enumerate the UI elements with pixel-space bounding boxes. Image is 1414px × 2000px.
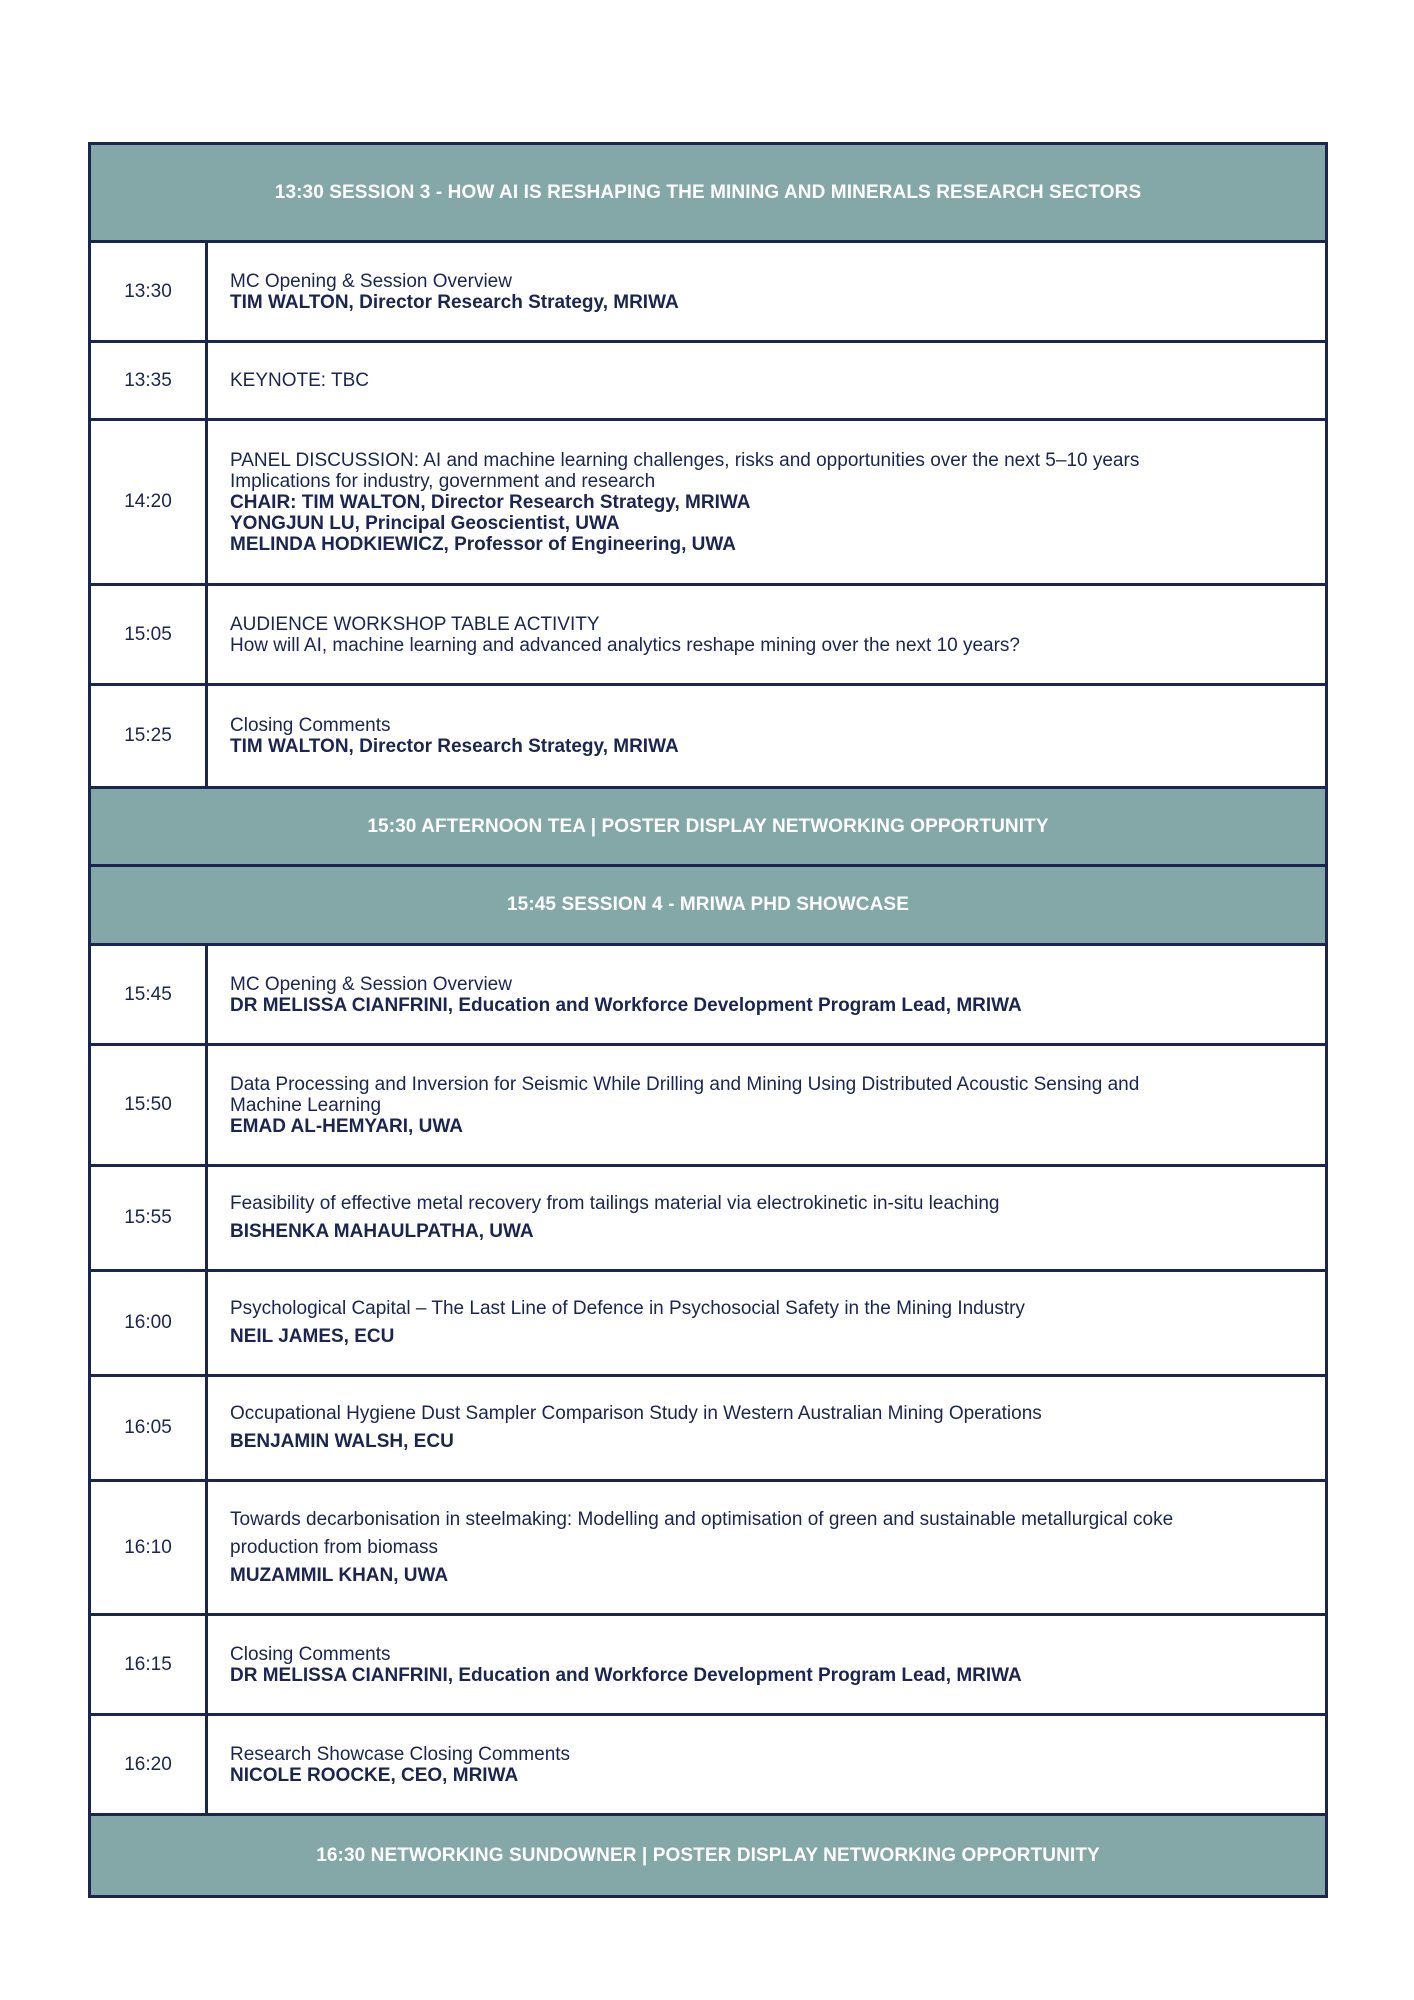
time-cell: 13:35 <box>91 343 208 418</box>
agenda-row <box>91 1046 1325 1167</box>
time-cell: 16:05 <box>91 1377 208 1479</box>
content-cell <box>208 1272 1325 1374</box>
description-line: KEYNOTE: TBC <box>230 370 370 391</box>
content-cell <box>208 1616 1325 1713</box>
speaker-line: MUZAMMIL KHAN, UWA <box>230 1564 449 1586</box>
time-cell: 16:15 <box>91 1616 208 1713</box>
time-cell: 16:00 <box>91 1272 208 1374</box>
speaker-line: DR MELISSA CIANFRINI, Education and Workforce Development Program Lead, MRIWA <box>230 994 1022 1016</box>
speaker-line: DR MELISSA CIANFRINI, Education and Workforce Development Program Lead, MRIWA <box>230 1664 1022 1686</box>
agenda-row <box>91 586 1325 686</box>
speaker-line: TIM WALTON, Director Research Strategy, MRIWA <box>230 736 679 757</box>
time-cell: 15:50 <box>91 1046 208 1164</box>
description-line: PANEL DISCUSSION: AI and machine learning challenges, risks and opportunities over the next 5–10 years <box>230 449 1140 471</box>
time-cell: 16:10 <box>91 1482 208 1613</box>
speaker-line: EMAD AL-HEMYARI, UWA <box>230 1115 463 1137</box>
agenda-row <box>91 421 1325 586</box>
session-header: 15:30 AFTERNOON TEA | POSTER DISPLAY NETWORKING OPPORTUNITY <box>91 789 1325 867</box>
description-line: MC Opening & Session Overview <box>230 270 512 292</box>
speaker-line: CHAIR: TIM WALTON, Director Research Strategy, MRIWA <box>230 491 751 513</box>
agenda-row <box>91 946 1325 1046</box>
description-line: Psychological Capital – The Last Line of Defence in Psychosocial Safety in the Mining Industry <box>230 1298 1025 1319</box>
speaker-line: NEIL JAMES, ECU <box>230 1326 395 1347</box>
agenda-row <box>91 1616 1325 1716</box>
agenda-row <box>91 1167 1325 1272</box>
content-cell <box>208 343 1325 418</box>
speaker-line: TIM WALTON, Director Research Strategy, MRIWA <box>230 291 679 313</box>
agenda-row <box>91 343 1325 421</box>
session-header: 13:30 SESSION 3 - HOW AI IS RESHAPING THE MINING AND MINERALS RESEARCH SECTORS <box>91 145 1325 243</box>
agenda-row <box>91 1716 1325 1816</box>
session-header: 16:30 NETWORKING SUNDOWNER | POSTER DISPLAY NETWORKING OPPORTUNITY <box>91 1816 1325 1895</box>
content-cell <box>208 686 1325 786</box>
agenda-row <box>91 1482 1325 1616</box>
time-cell: 15:25 <box>91 686 208 786</box>
content-cell <box>208 1716 1325 1813</box>
description-line: Feasibility of effective metal recovery from tailings material via electrokinetic in-situ leaching <box>230 1193 1000 1214</box>
time-cell: 15:55 <box>91 1167 208 1269</box>
description-line: How will AI, machine learning and advanced analytics reshape mining over the next 10 years? <box>230 634 1021 656</box>
description-line: Closing Comments <box>230 715 391 736</box>
description-line: Machine Learning <box>230 1094 382 1116</box>
content-cell <box>208 1046 1325 1164</box>
description-line: MC Opening & Session Overview <box>230 973 512 995</box>
description-line: Implications for industry, government and research <box>230 470 656 492</box>
speaker-line: MELINDA HODKIEWICZ, Professor of Engineering, UWA <box>230 533 736 555</box>
speaker-line: YONGJUN LU, Principal Geoscientist, UWA <box>230 512 620 534</box>
speaker-line: BISHENKA MAHAULPATHA, UWA <box>230 1221 534 1242</box>
agenda-row <box>91 1272 1325 1377</box>
content-cell <box>208 1377 1325 1479</box>
description-line: Occupational Hygiene Dust Sampler Comparison Study in Western Australian Mining Operations <box>230 1403 1042 1424</box>
agenda-row <box>91 243 1325 343</box>
content-cell <box>208 1167 1325 1269</box>
description-line: production from biomass <box>230 1536 439 1558</box>
description-line: Closing Comments <box>230 1643 391 1665</box>
time-cell: 13:30 <box>91 243 208 340</box>
description-line: AUDIENCE WORKSHOP TABLE ACTIVITY <box>230 613 600 635</box>
time-cell: 14:20 <box>91 421 208 583</box>
content-cell <box>208 946 1325 1043</box>
content-cell <box>208 421 1325 583</box>
agenda-row <box>91 686 1325 789</box>
content-cell <box>208 1482 1325 1613</box>
description-line: Research Showcase Closing Comments <box>230 1743 571 1765</box>
time-cell: 15:05 <box>91 586 208 683</box>
speaker-line: BENJAMIN WALSH, ECU <box>230 1431 454 1452</box>
time-cell: 15:45 <box>91 946 208 1043</box>
agenda-row <box>91 1377 1325 1482</box>
time-cell: 16:20 <box>91 1716 208 1813</box>
description-line: Data Processing and Inversion for Seismic While Drilling and Mining Using Distributed Acoustic Sensing and <box>230 1073 1140 1095</box>
content-cell <box>208 586 1325 683</box>
session-header: 15:45 SESSION 4 - MRIWA PHD SHOWCASE <box>91 867 1325 946</box>
agenda-table <box>88 142 1328 1898</box>
content-cell <box>208 243 1325 340</box>
description-line: Towards decarbonisation in steelmaking: Modelling and optimisation of green and sustainable metallurgical coke <box>230 1508 1174 1530</box>
speaker-line: NICOLE ROOCKE, CEO, MRIWA <box>230 1764 519 1786</box>
